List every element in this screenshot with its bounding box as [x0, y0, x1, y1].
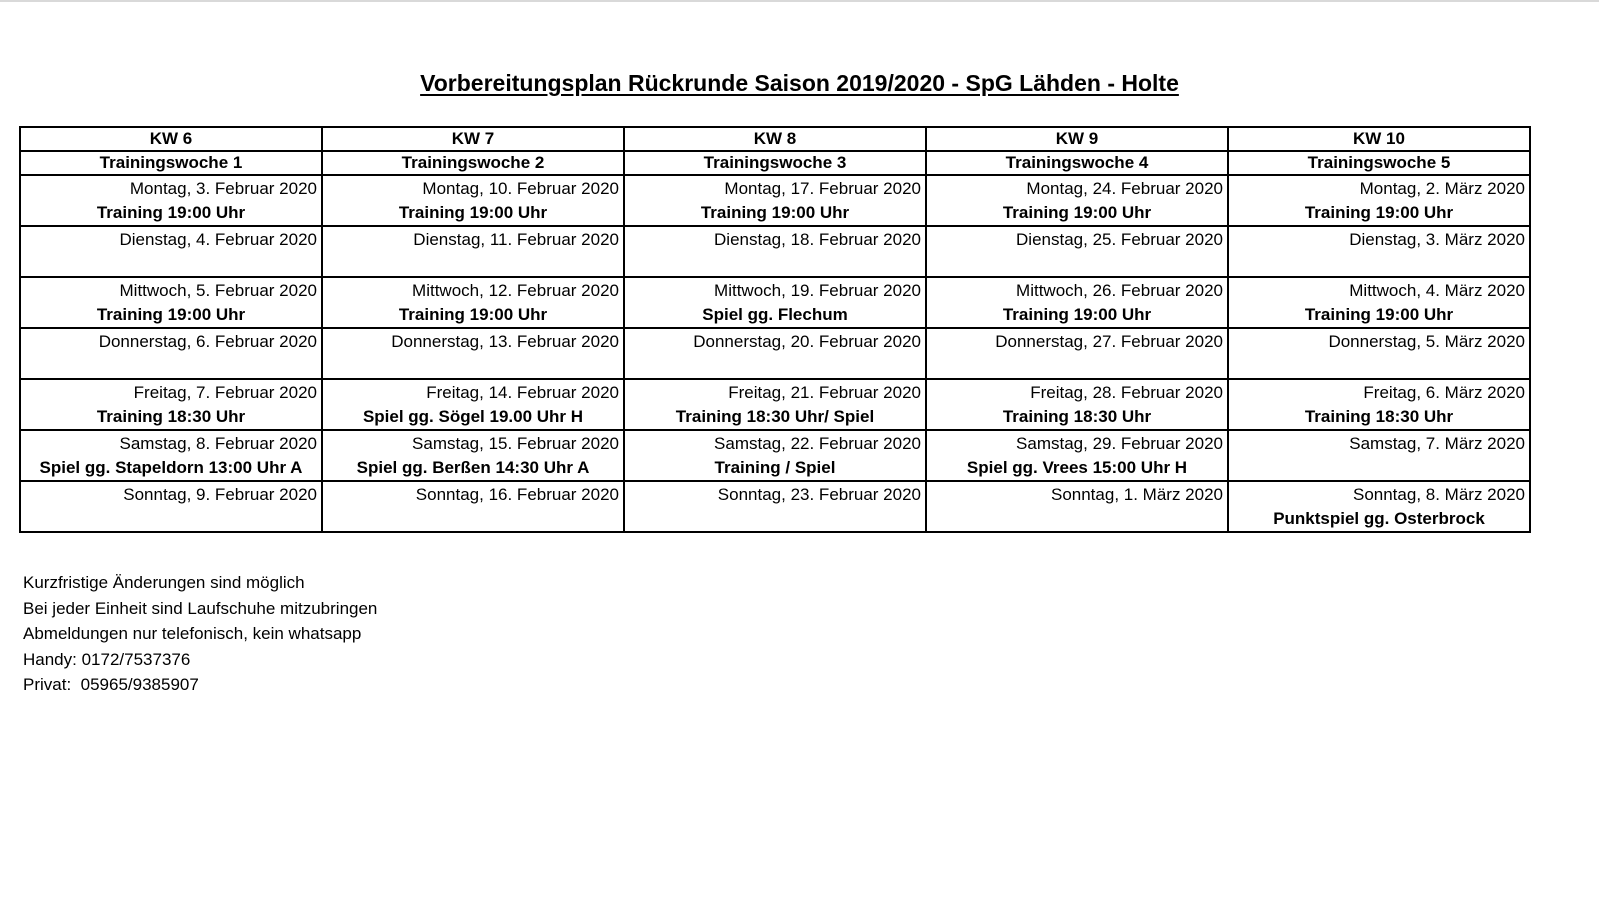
day-row-saturday — [20, 430, 1530, 481]
kw-header-cell: KW 10 — [1228, 127, 1530, 151]
page-title: Vorbereitungsplan Rückrunde Saison 2019/2020 - SpG Lähden - Holte — [420, 70, 1179, 96]
day-cell — [926, 481, 1228, 532]
day-cell — [20, 226, 322, 277]
training-week-cell: Trainingswoche 1 — [20, 151, 322, 175]
day-event: Training 19:00 Uhr — [1002, 203, 1152, 222]
training-week-cell: Trainingswoche 5 — [1228, 151, 1530, 175]
note-line: Abmeldungen nur telefonisch, kein whatsapp — [23, 624, 362, 643]
day-row-monday — [20, 175, 1530, 226]
day-date: Sonntag, 16. Februar 2020 — [415, 485, 619, 504]
day-date: Freitag, 7. Februar 2020 — [133, 383, 317, 402]
day-cell — [1228, 277, 1530, 328]
day-event: Training 18:30 Uhr — [96, 407, 246, 426]
day-cell — [926, 277, 1228, 328]
day-event: Training 19:00 Uhr — [1002, 305, 1152, 324]
day-event — [931, 354, 1223, 378]
day-cell — [1228, 379, 1530, 430]
day-cell — [1228, 430, 1530, 481]
day-event: Punktspiel gg. Osterbrock — [1273, 509, 1485, 528]
day-cell — [926, 379, 1228, 430]
day-cell — [20, 175, 322, 226]
calendar-week-row — [20, 127, 1530, 151]
day-date: Freitag, 21. Februar 2020 — [728, 383, 921, 402]
training-week-row — [20, 151, 1530, 175]
day-date: Samstag, 7. März 2020 — [1349, 434, 1525, 453]
day-date: Samstag, 22. Februar 2020 — [714, 434, 921, 453]
day-date: Mittwoch, 4. März 2020 — [1349, 281, 1525, 300]
day-event: Training / Spiel — [714, 458, 836, 477]
day-event: Spiel gg. Sögel 19.00 Uhr H — [362, 407, 584, 426]
day-event — [1233, 354, 1525, 378]
day-row-tuesday — [20, 226, 1530, 277]
day-event: Training 18:30 Uhr — [1002, 407, 1152, 426]
note-line: Privat: 05965/9385907 — [23, 675, 199, 694]
day-cell — [624, 481, 926, 532]
day-event — [629, 354, 921, 378]
day-date: Donnerstag, 20. Februar 2020 — [693, 332, 921, 351]
day-date: Montag, 24. Februar 2020 — [1026, 179, 1223, 198]
day-event: Spiel gg. Flechum — [702, 305, 848, 324]
day-date: Donnerstag, 13. Februar 2020 — [391, 332, 619, 351]
day-event — [931, 252, 1223, 276]
training-week-cell: Trainingswoche 4 — [926, 151, 1228, 175]
day-event: Spiel gg. Stapeldorn 13:00 Uhr A — [39, 458, 303, 477]
day-cell — [20, 277, 322, 328]
day-date: Dienstag, 4. Februar 2020 — [119, 230, 317, 249]
day-date: Samstag, 29. Februar 2020 — [1016, 434, 1223, 453]
note-line: Handy: 0172/7537376 — [23, 649, 191, 669]
day-date: Donnerstag, 27. Februar 2020 — [995, 332, 1223, 351]
day-date: Samstag, 8. Februar 2020 — [119, 434, 317, 453]
day-cell — [322, 481, 624, 532]
day-cell — [926, 430, 1228, 481]
day-event: Training 19:00 Uhr — [398, 305, 548, 324]
day-cell — [624, 175, 926, 226]
kw-header-cell: KW 7 — [322, 127, 624, 151]
day-cell — [624, 430, 926, 481]
day-event — [931, 507, 1223, 531]
day-event — [327, 252, 619, 276]
day-date: Sonntag, 1. März 2020 — [1050, 485, 1223, 504]
day-event: Training 19:00 Uhr — [1304, 203, 1454, 222]
day-event: Training 18:30 Uhr — [1304, 407, 1454, 426]
day-cell — [20, 379, 322, 430]
day-cell — [926, 328, 1228, 379]
day-cell — [322, 175, 624, 226]
day-cell — [1228, 175, 1530, 226]
day-row-friday — [20, 379, 1530, 430]
schedule-table — [19, 126, 1531, 533]
day-event — [629, 507, 921, 531]
day-cell — [624, 226, 926, 277]
day-cell — [322, 430, 624, 481]
day-date: Dienstag, 25. Februar 2020 — [1016, 230, 1223, 249]
day-cell — [20, 430, 322, 481]
day-cell — [624, 328, 926, 379]
note-line: Bei jeder Einheit sind Laufschuhe mitzubringen — [23, 598, 378, 618]
day-cell — [624, 277, 926, 328]
day-event — [327, 354, 619, 378]
day-date: Mittwoch, 5. Februar 2020 — [119, 281, 317, 300]
day-date: Dienstag, 11. Februar 2020 — [413, 230, 619, 249]
day-date: Donnerstag, 6. Februar 2020 — [98, 332, 317, 351]
day-cell — [322, 277, 624, 328]
day-cell — [624, 379, 926, 430]
day-date: Sonntag, 8. März 2020 — [1352, 485, 1525, 504]
day-cell — [322, 226, 624, 277]
top-border-line — [0, 0, 1599, 2]
day-cell — [1228, 481, 1530, 532]
day-date: Montag, 2. März 2020 — [1359, 179, 1525, 198]
day-event — [25, 354, 317, 378]
day-row-sunday — [20, 481, 1530, 532]
day-date: Mittwoch, 12. Februar 2020 — [412, 281, 619, 300]
day-date: Freitag, 14. Februar 2020 — [426, 383, 619, 402]
day-date: Montag, 3. Februar 2020 — [129, 179, 317, 198]
day-date: Freitag, 6. März 2020 — [1363, 383, 1525, 402]
day-date: Freitag, 28. Februar 2020 — [1030, 383, 1223, 402]
day-event: Training 19:00 Uhr — [96, 203, 246, 222]
day-event — [25, 507, 317, 531]
day-date: Montag, 17. Februar 2020 — [724, 179, 921, 198]
day-row-wednesday — [20, 277, 1530, 328]
day-event — [629, 252, 921, 276]
note-line: Kurzfristige Änderungen sind möglich — [23, 573, 305, 592]
day-event: Training 19:00 Uhr — [1304, 305, 1454, 324]
day-event — [1233, 252, 1525, 276]
day-cell — [322, 379, 624, 430]
day-event: Training 19:00 Uhr — [398, 203, 548, 222]
day-row-thursday — [20, 328, 1530, 379]
day-event: Spiel gg. Berßen 14:30 Uhr A — [356, 458, 590, 477]
kw-header-cell: KW 8 — [624, 127, 926, 151]
day-cell — [20, 481, 322, 532]
day-event — [25, 252, 317, 276]
day-event — [1233, 456, 1525, 480]
day-event: Training 18:30 Uhr/ Spiel — [675, 407, 875, 426]
day-date: Sonntag, 23. Februar 2020 — [717, 485, 921, 504]
day-cell — [926, 175, 1228, 226]
day-date: Samstag, 15. Februar 2020 — [412, 434, 619, 453]
day-date: Mittwoch, 26. Februar 2020 — [1016, 281, 1223, 300]
day-date: Mittwoch, 19. Februar 2020 — [714, 281, 921, 300]
day-cell — [1228, 328, 1530, 379]
day-cell — [20, 328, 322, 379]
kw-header-cell: KW 9 — [926, 127, 1228, 151]
day-event — [327, 507, 619, 531]
day-cell — [926, 226, 1228, 277]
day-event: Spiel gg. Vrees 15:00 Uhr H — [966, 458, 1188, 477]
day-date: Sonntag, 9. Februar 2020 — [123, 485, 317, 504]
kw-header-cell: KW 6 — [20, 127, 322, 151]
day-date: Dienstag, 3. März 2020 — [1349, 230, 1525, 249]
day-cell — [322, 328, 624, 379]
day-cell — [1228, 226, 1530, 277]
training-week-cell: Trainingswoche 2 — [322, 151, 624, 175]
training-week-cell: Trainingswoche 3 — [624, 151, 926, 175]
day-date: Montag, 10. Februar 2020 — [422, 179, 619, 198]
day-event: Training 19:00 Uhr — [96, 305, 246, 324]
day-date: Dienstag, 18. Februar 2020 — [714, 230, 921, 249]
notes-block — [23, 570, 377, 698]
day-date: Donnerstag, 5. März 2020 — [1328, 332, 1525, 351]
day-event: Training 19:00 Uhr — [700, 203, 850, 222]
